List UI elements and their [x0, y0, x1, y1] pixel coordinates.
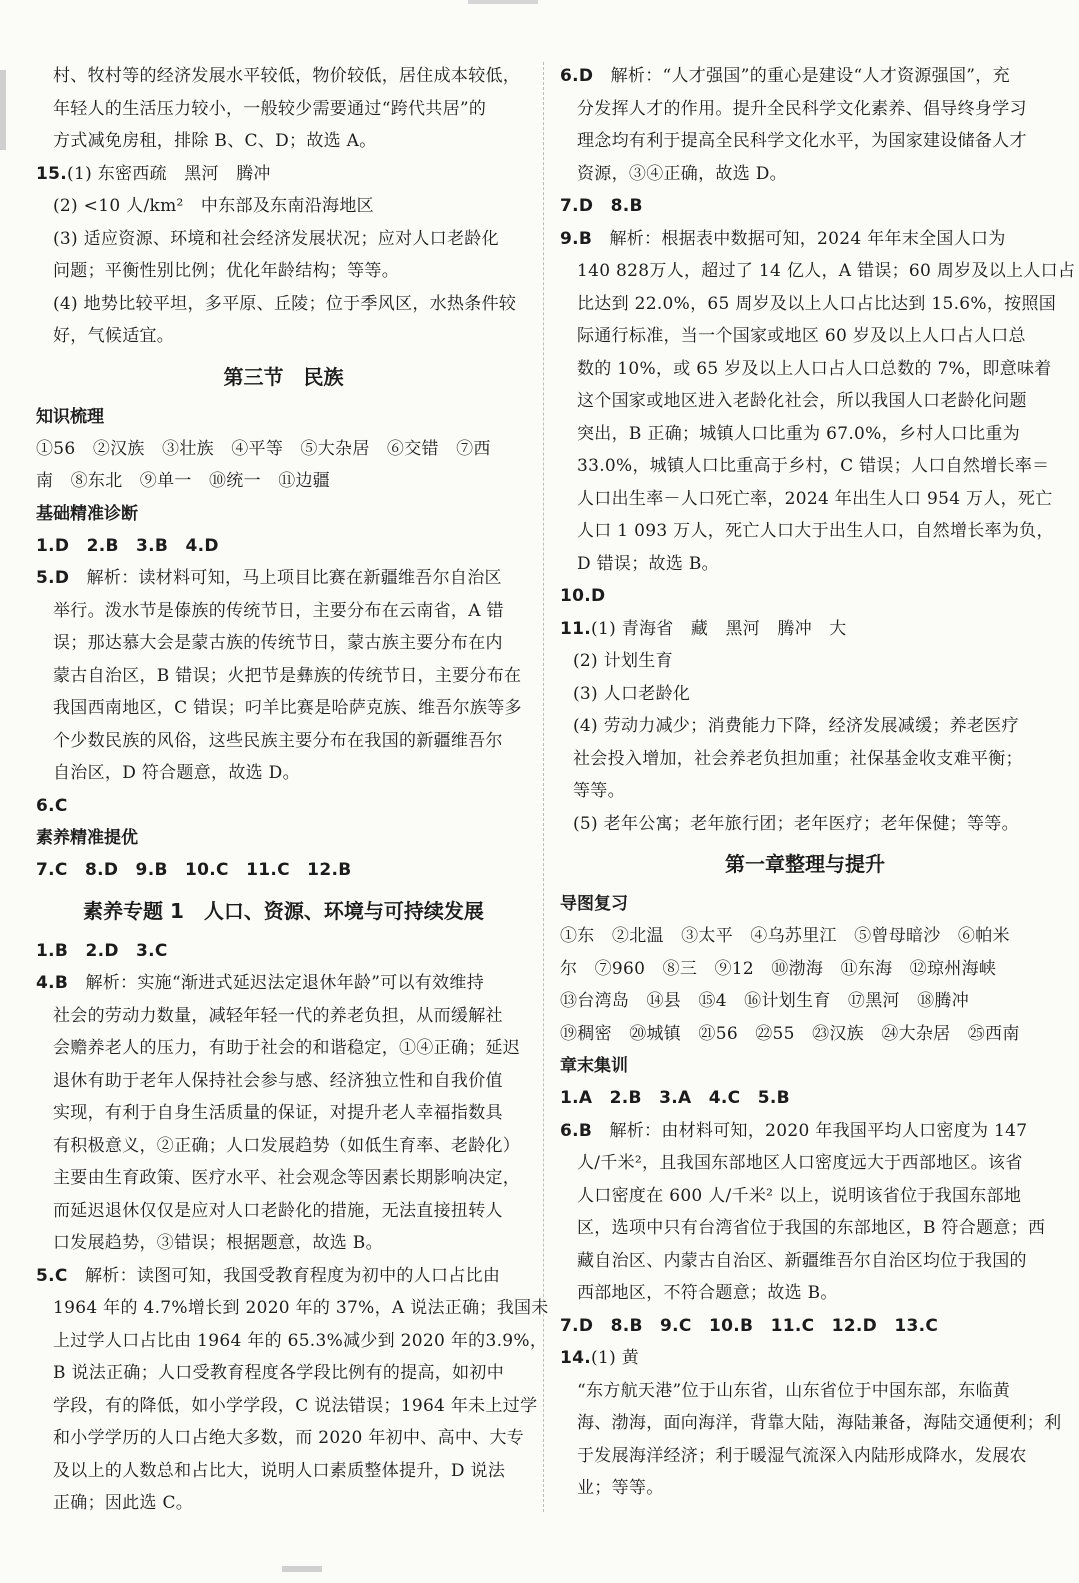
q5-line: 自治区，D 符合题意，故选 D。: [53, 763, 300, 783]
q5b-line: 和小学学历的人口占绝大多数，而 2020 年初中、高中、大专: [53, 1428, 525, 1448]
knowledge-heading: 知识梳理: [36, 406, 104, 427]
q9-line: 人口 1 093 万人，死亡人口大于出生人口，自然增长率为负，: [577, 521, 1054, 541]
q14-line: 14.(1) 黄: [560, 1348, 639, 1368]
q9-line: 9.B 解析：根据表中数据可知，2024 年年末全国人口为: [560, 228, 1006, 249]
knowledge-line: 南 ⑧东北 ⑨单一 ⑩统一 ⑪边疆: [36, 471, 331, 491]
right-column: [560, 60, 1076, 1505]
q15-line: 好，气候适宜。: [53, 326, 175, 346]
q6r-line: 资源，③④正确，故选 D。: [577, 163, 787, 184]
page-number-mark: [282, 1566, 322, 1572]
q15-line: (2) <10 人/km² 中东部及东南沿海地区: [53, 196, 374, 216]
q4-line: 会赡养老人的压力，有助于社会的和谐稳定，①④正确；延迟: [53, 1038, 521, 1058]
q11-line: (3) 人口老龄化: [573, 683, 691, 704]
q5b-line: B 说法正确；人口受教育程度各学段比例有的提高，如初中: [53, 1363, 504, 1383]
q6b-line: 西部地区，不符合题意；故选 B。: [577, 1283, 838, 1303]
q14-line: 业；等等。: [577, 1478, 664, 1498]
q6b-line: 人/千米²，且我国东部地区人口密度远大于西部地区。该省: [577, 1153, 1023, 1173]
map-line: 尔 ⑦960 ⑧三 ⑨12 ⑩渤海 ⑪东海 ⑫琼州海峡: [560, 958, 997, 979]
q11-line: 等等。: [573, 781, 625, 801]
q6b-line: 区，选项中只有台湾省位于我国的东部地区，B 符合题意；西: [577, 1218, 1046, 1238]
q9-line: 140 828万人，超过了 14 亿人，A 错误；60 周岁及以上人口占: [577, 261, 1076, 281]
q4-line: 而延迟退休仅仅是应对人口老龄化的措施，无法直接扭转人: [53, 1200, 503, 1221]
drill-heading: 章末集训: [560, 1056, 628, 1076]
map-line: ⑲稠密 ⑳城镇 ㉑56 ㉒55 ㉓汉族 ㉔大杂居 ㉕西南: [560, 1023, 1020, 1044]
q6r-line: 理念均有利于提高全民科学文化水平，为国家建设储备人才: [577, 131, 1027, 151]
q5b-line: 正确；因此选 C。: [53, 1493, 194, 1513]
q11-line: 11.(1) 青海省 藏 黑河 腾冲 大: [560, 618, 847, 639]
q5-line: 5.D 解析：读材料可知，马上项目比赛在新疆维吾尔自治区: [36, 568, 502, 588]
q9-line: D 错误；故选 B。: [577, 553, 719, 574]
q4-line: 实现，有利于自身生活质量的保证，对提升老人幸福指数具: [53, 1103, 503, 1123]
literacy-answers: 7.C 8.D 9.B 10.C 11.C 12.B: [36, 860, 352, 880]
q15-line: (3) 适应资源、环境和社会经济发展状况；应对人口老龄化: [53, 228, 499, 249]
q7-13-answers: 7.D 8.B 9.C 10.B 11.C 12.D 13.C: [560, 1315, 939, 1336]
q9-line: 人口出生率－人口死亡率，2024 年出生人口 954 万人，死亡: [577, 488, 1053, 509]
q5-line: 我国西南地区，C 错误；叼羊比赛是哈萨克族、维吾尔族等多: [53, 698, 522, 718]
q4-line: 主要由生育政策、医疗水平、社会观念等因素长期影响决定，: [53, 1168, 521, 1188]
q9-line: 际通行标准，当一个国家或地区 60 岁及以上人口占人口总: [577, 326, 1026, 346]
q6b-line: 6.B 解析：由材料可知，2020 年我国平均人口密度为 147: [560, 1120, 1028, 1141]
q11-line: (2) 计划生育: [573, 651, 673, 671]
q9-line: 比达到 22.0%，65 周岁及以上人口占比达到 15.6%，按照国: [577, 293, 1057, 314]
map-line: ①东 ②北温 ③太平 ④乌苏里江 ⑤曾母暗沙 ⑥帕米: [560, 926, 1010, 946]
chapter-title: 第一章整理与提升: [725, 852, 885, 876]
binding-edge-bar: [0, 70, 6, 150]
q5b-line: 及以上的人数总和占比大，说明人口素质整体提升，D 说法: [53, 1460, 506, 1481]
q4-line: 社会的劳动力数量，减轻年轻一代的养老负担，从而缓解社: [53, 1005, 503, 1026]
intro-line: 村、牧村等的经济发展水平较低，物价较低，居住成本较低，: [53, 66, 521, 86]
basic-answers: 1.D 2.B 3.B 4.D: [36, 535, 219, 556]
basic-heading: 基础精准诊断: [36, 503, 138, 524]
q15-label: 15.: [36, 163, 68, 184]
q15-line: (4) 地势比较平坦，多平原、丘陵；位于季风区，水热条件较: [53, 293, 517, 314]
q5-line: 蒙古自治区，B 错误；火把节是彝族的传统节日，主要分布在: [53, 665, 522, 686]
q6b-line: 人口密度在 600 人/千米² 以上，说明该省位于我国东部地: [577, 1185, 1022, 1206]
intro-line: 方式减免房租，排除 B、C、D；故选 A。: [53, 131, 377, 151]
q9-line: 33.0%，城镇人口比重高于乡村，C 错误；人口自然增长率＝: [577, 456, 1050, 476]
q4-line: 4.B 解析：实施“渐进式延迟法定退休年龄”可以有效维持: [36, 973, 485, 993]
q4-line: 口发展趋势，③错误；根据题意，故选 B。: [53, 1233, 383, 1253]
map-review-heading: 导图复习: [560, 894, 628, 914]
q14-line: 于发展海洋经济；利于暖湿气流深入内陆形成降水，发展农: [577, 1445, 1027, 1466]
q78-answers: 7.D 8.B: [560, 196, 643, 216]
top-edge-mark: [468, 0, 538, 4]
q5-line: 误；那达慕大会是蒙古族的传统节日，蒙古族主要分布在内: [53, 633, 503, 653]
q5b-line: 学段，有的降低，如小学学段，C 说法错误；1964 年未上过学: [53, 1395, 538, 1416]
q6-answer: 6.C: [36, 795, 68, 816]
q5b-line: 5.C 解析：读图可知，我国受教育程度为初中的人口占比由: [36, 1265, 501, 1286]
q11-line: (5) 老年公寓；老年旅行团；老年医疗；老年保健；等等。: [573, 813, 1019, 834]
q11-line: (4) 劳动力减少；消费能力下降，经济发展减缓；养老医疗: [573, 716, 1019, 736]
q9-line: 突出，B 正确；城镇人口比重为 67.0%，乡村人口比重为: [577, 423, 1021, 444]
intro-line: 年轻人的生活压力较小，一般较少需要通过“跨代共居”的: [53, 98, 487, 119]
q15-line: 15.(1) 东密西疏 黑河 腾冲: [36, 163, 271, 184]
topic-answers: 1.B 2.D 3.C: [36, 940, 168, 961]
q6b-line: 藏自治区、内蒙古自治区、新疆维吾尔自治区均位于我国的: [577, 1250, 1027, 1271]
q5-line: 个少数民族的风俗，这些民族主要分布在我国的新疆维吾尔: [53, 730, 503, 751]
literacy-heading: 素养精准提优: [36, 828, 138, 848]
q5b-line: 1964 年的 4.7%增长到 2020 年的 37%，A 说法正确；我国未: [53, 1298, 549, 1318]
drill-answers: 1.A 2.B 3.A 4.C 5.B: [560, 1088, 790, 1108]
q10-answer: 10.D: [560, 586, 606, 606]
q9-line: 这个国家或地区进入老龄化社会，所以我国人口老龄化问题: [577, 391, 1027, 411]
q6r-line: 6.D 解析：“人才强国”的重心是建设“人才资源强国”，充: [560, 66, 1010, 86]
knowledge-line: ①56 ②汉族 ③壮族 ④平等 ⑤大杂居 ⑥交错 ⑦西: [36, 438, 491, 459]
q4-line: 有积极意义，②正确；人口发展趋势（如低生育率、老龄化）: [53, 1135, 521, 1156]
q9-line: 数的 10%，或 65 岁及以上人口占人口总数的 7%，即意味着: [577, 358, 1052, 379]
q6r-line: 分发挥人才的作用。提升全民科学文化素养、倡导终身学习: [577, 98, 1027, 119]
map-line: ⑬台湾岛 ⑭县 ⑮4 ⑯计划生育 ⑰黑河 ⑱腾冲: [560, 991, 970, 1011]
left-column: [36, 60, 549, 1520]
q5b-line: 上过学人口占比由 1964 年的 65.3%减少到 2020 年的3.9%，: [53, 1330, 548, 1351]
q11-line: 社会投入增加，社会养老负担加重；社保基金收支难平衡；: [573, 748, 1023, 769]
q4-line: 退休有助于老年人保持社会参与感、经济独立性和自我价值: [53, 1070, 503, 1091]
q15-line: 问题；平衡性别比例；优化年龄结构；等等。: [53, 261, 399, 281]
topic-title: 素养专题 1 人口、资源、环境与可持续发展: [83, 898, 484, 923]
q5-line: 举行。泼水节是傣族的传统节日，主要分布在云南省，A 错: [53, 600, 504, 621]
section-title: 第三节 民族: [223, 364, 344, 389]
q14-line: “东方航天港”位于山东省，山东省位于中国东部，东临黄: [577, 1380, 1011, 1401]
q14-line: 海、渤海，面向海洋，背靠大陆，海陆兼备，海陆交通便利；利: [577, 1413, 1062, 1433]
